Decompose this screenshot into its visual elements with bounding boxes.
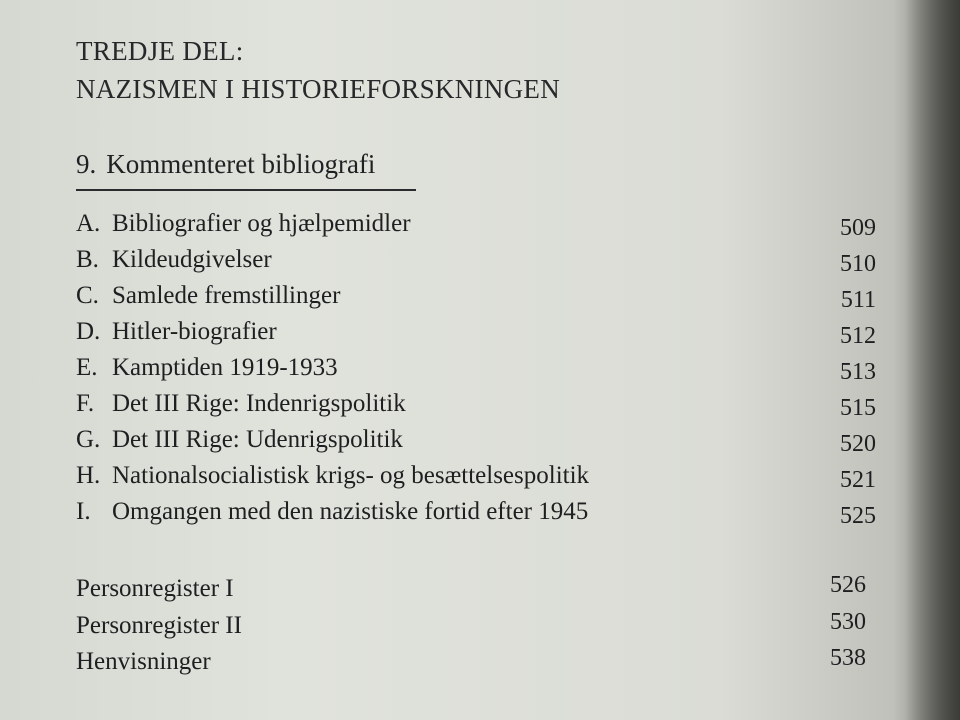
entry-page: 512 (840, 323, 876, 349)
chapter-title: Kommenteret bibliografi (106, 149, 376, 179)
entry-page: 510 (840, 251, 876, 277)
part-label: TREDJE DEL: (76, 36, 244, 66)
toc-entry (76, 351, 876, 385)
entry-page: 515 (840, 395, 876, 421)
toc-entry (76, 207, 876, 241)
register-page: 530 (830, 609, 866, 635)
toc-entry (76, 387, 876, 421)
register-title: Henvisninger (76, 648, 211, 675)
register-entry (76, 645, 866, 679)
register-title: Personregister I (76, 575, 234, 602)
entry-page: 511 (840, 287, 876, 313)
entry-letter: D. (76, 318, 101, 345)
part-title: NAZISMEN I HISTORIEFORSKNINGEN (76, 74, 561, 104)
entry-title: Hitler-biografier (112, 318, 277, 345)
register-page: 538 (830, 645, 866, 671)
toc-entry (76, 279, 876, 313)
entry-title: Det III Rige: Indenrigspolitik (112, 390, 406, 417)
entry-letter: H. (76, 462, 101, 489)
chapter-number: 9. (76, 149, 97, 179)
entry-letter: I. (76, 498, 91, 525)
toc-entry (76, 315, 876, 349)
entry-letter: B. (76, 246, 99, 273)
entry-title: Kamptiden 1919-1933 (112, 354, 338, 381)
toc-entry (76, 495, 876, 529)
entry-letter: A. (76, 210, 101, 237)
entry-page: 520 (840, 431, 876, 457)
register-page: 526 (830, 572, 866, 598)
entry-letter: F. (76, 390, 95, 417)
entry-page: 525 (840, 503, 876, 529)
entry-title: Omgangen med den nazistiske fortid efter 1945 (112, 498, 589, 525)
entry-letter: E. (76, 354, 98, 381)
entry-title: Samlede fremstillinger (112, 282, 341, 309)
entry-page: 509 (840, 215, 876, 241)
register-title: Personregister II (76, 612, 242, 639)
toc-entry (76, 423, 876, 457)
toc-entry (76, 243, 876, 277)
register-entry (76, 572, 866, 606)
toc-entry (76, 459, 876, 493)
entry-title: Nationalsocialistisk krigs- og besættelsespolitik (112, 462, 590, 489)
entry-page: 513 (840, 359, 876, 385)
page-edge-shadow (905, 0, 960, 720)
entry-title: Bibliografier og hjælpemidler (112, 210, 411, 237)
entry-title: Kildeudgivelser (112, 246, 272, 273)
entry-page: 521 (840, 467, 876, 493)
entry-letter: C. (76, 282, 99, 309)
entry-title: Det III Rige: Udenrigspolitik (112, 426, 403, 453)
register-entry (76, 609, 866, 643)
entry-letter: G. (76, 426, 101, 453)
